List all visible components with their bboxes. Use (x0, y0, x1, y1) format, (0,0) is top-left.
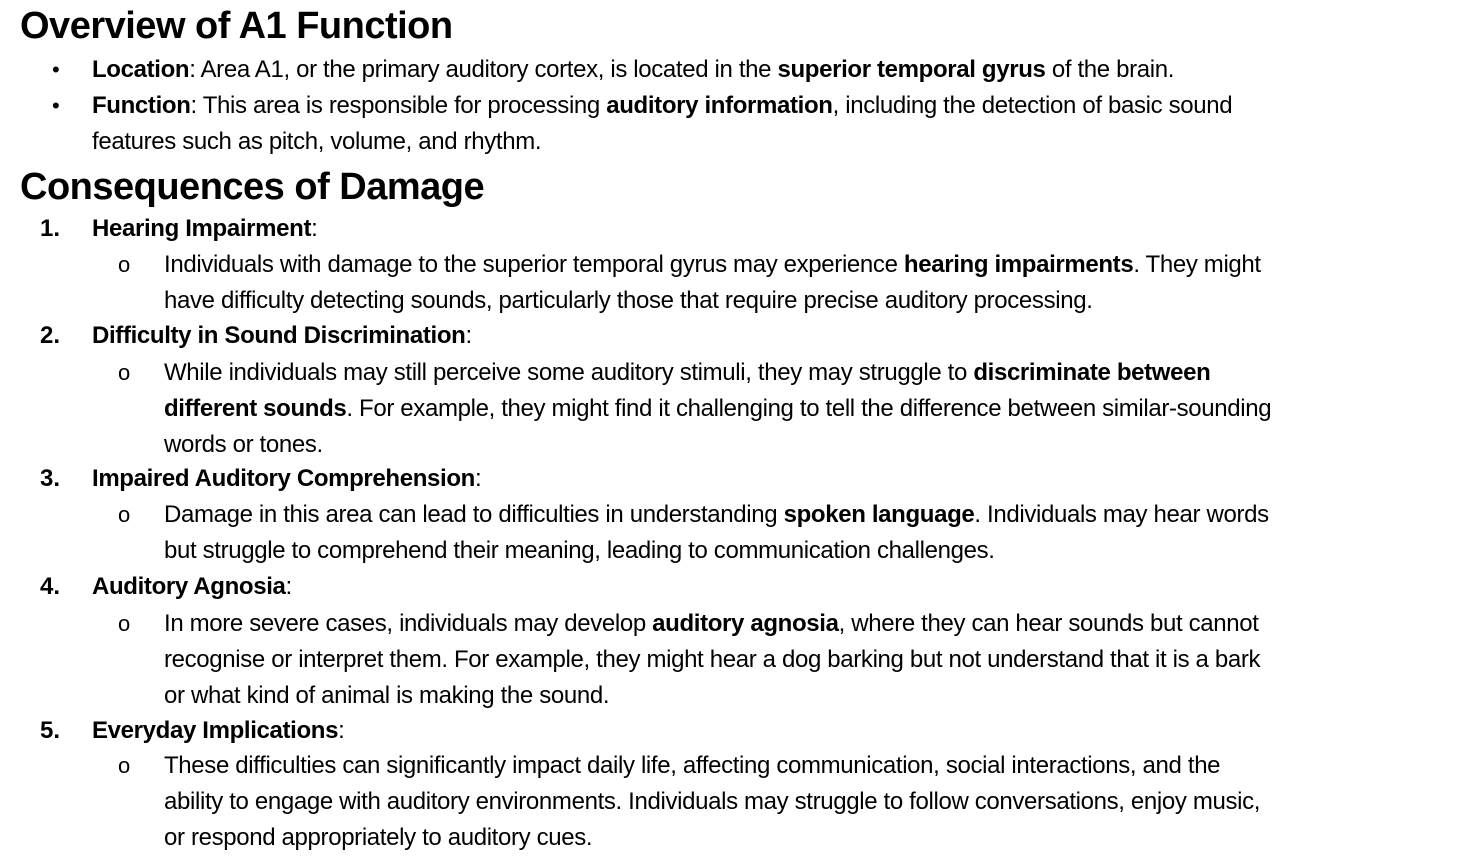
overview-function-line-2: features such as pitch, volume, and rhythm. (92, 128, 542, 155)
overview-function-label: Function (92, 92, 191, 119)
sub-bullet-icon: o (118, 252, 131, 277)
overview-location-label: Location (92, 56, 190, 83)
consequence-text-line: These difficulties can significantly impact daily life, affecting communication, social interactions, and the (164, 752, 1221, 779)
consequence-text-line: In more severe cases, individuals may develop auditory agnosia, where they can hear sounds but cannot (164, 610, 1259, 637)
consequence-text-line: Damage in this area can lead to difficulties in understanding spoken language. Individuals may hear words (164, 501, 1269, 528)
consequence-title: Everyday Implications: (92, 717, 345, 744)
overview-function-line: Function: This area is responsible for processing auditory information, including the detection of basic sound (92, 92, 1233, 119)
list-number: 4. (40, 573, 61, 600)
list-number: 2. (40, 322, 61, 349)
consequence-text-line: or respond appropriately to auditory cues. (164, 824, 593, 851)
list-number: 5. (40, 717, 61, 744)
sub-bullet-icon: o (118, 611, 131, 636)
consequence-title: Impaired Auditory Comprehension: (92, 465, 482, 492)
consequences-heading: Consequences of Damage (20, 166, 485, 208)
consequence-text-line: or what kind of animal is making the sound. (164, 682, 610, 709)
sub-bullet-icon: o (118, 360, 131, 385)
consequence-text-line: Individuals with damage to the superior temporal gyrus may experience hearing impairments. They might (164, 251, 1261, 278)
bullet-icon: • (52, 93, 60, 118)
consequence-title: Auditory Agnosia: (92, 573, 292, 600)
consequence-title: Difficulty in Sound Discrimination: (92, 322, 472, 349)
overview-heading: Overview of A1 Function (20, 5, 453, 47)
list-number: 1. (40, 215, 61, 242)
consequence-text-line: ability to engage with auditory environments. Individuals may struggle to follow conversations, enjoy music, (164, 788, 1261, 815)
consequence-title: Hearing Impairment: (92, 215, 318, 242)
consequence-text-line: words or tones. (164, 431, 323, 458)
bullet-icon: • (52, 57, 60, 82)
consequence-text-line: but struggle to comprehend their meaning, leading to communication challenges. (164, 537, 995, 564)
overview-location-line: Location: Area A1, or the primary auditory cortex, is located in the superior temporal gyrus of the brain. (92, 56, 1175, 83)
sub-bullet-icon: o (118, 502, 131, 527)
consequence-text-line: recognise or interpret them. For example, they might hear a dog barking but not understand that it is a bark (164, 646, 1261, 673)
consequence-text-line: While individuals may still perceive some auditory stimuli, they may struggle to discriminate between (164, 359, 1211, 386)
consequence-text-line: different sounds. For example, they might find it challenging to tell the difference between similar-sounding (164, 395, 1272, 422)
consequence-text-line: have difficulty detecting sounds, particularly those that require precise auditory processing. (164, 287, 1093, 314)
sub-bullet-icon: o (118, 753, 131, 778)
list-number: 3. (40, 465, 61, 492)
